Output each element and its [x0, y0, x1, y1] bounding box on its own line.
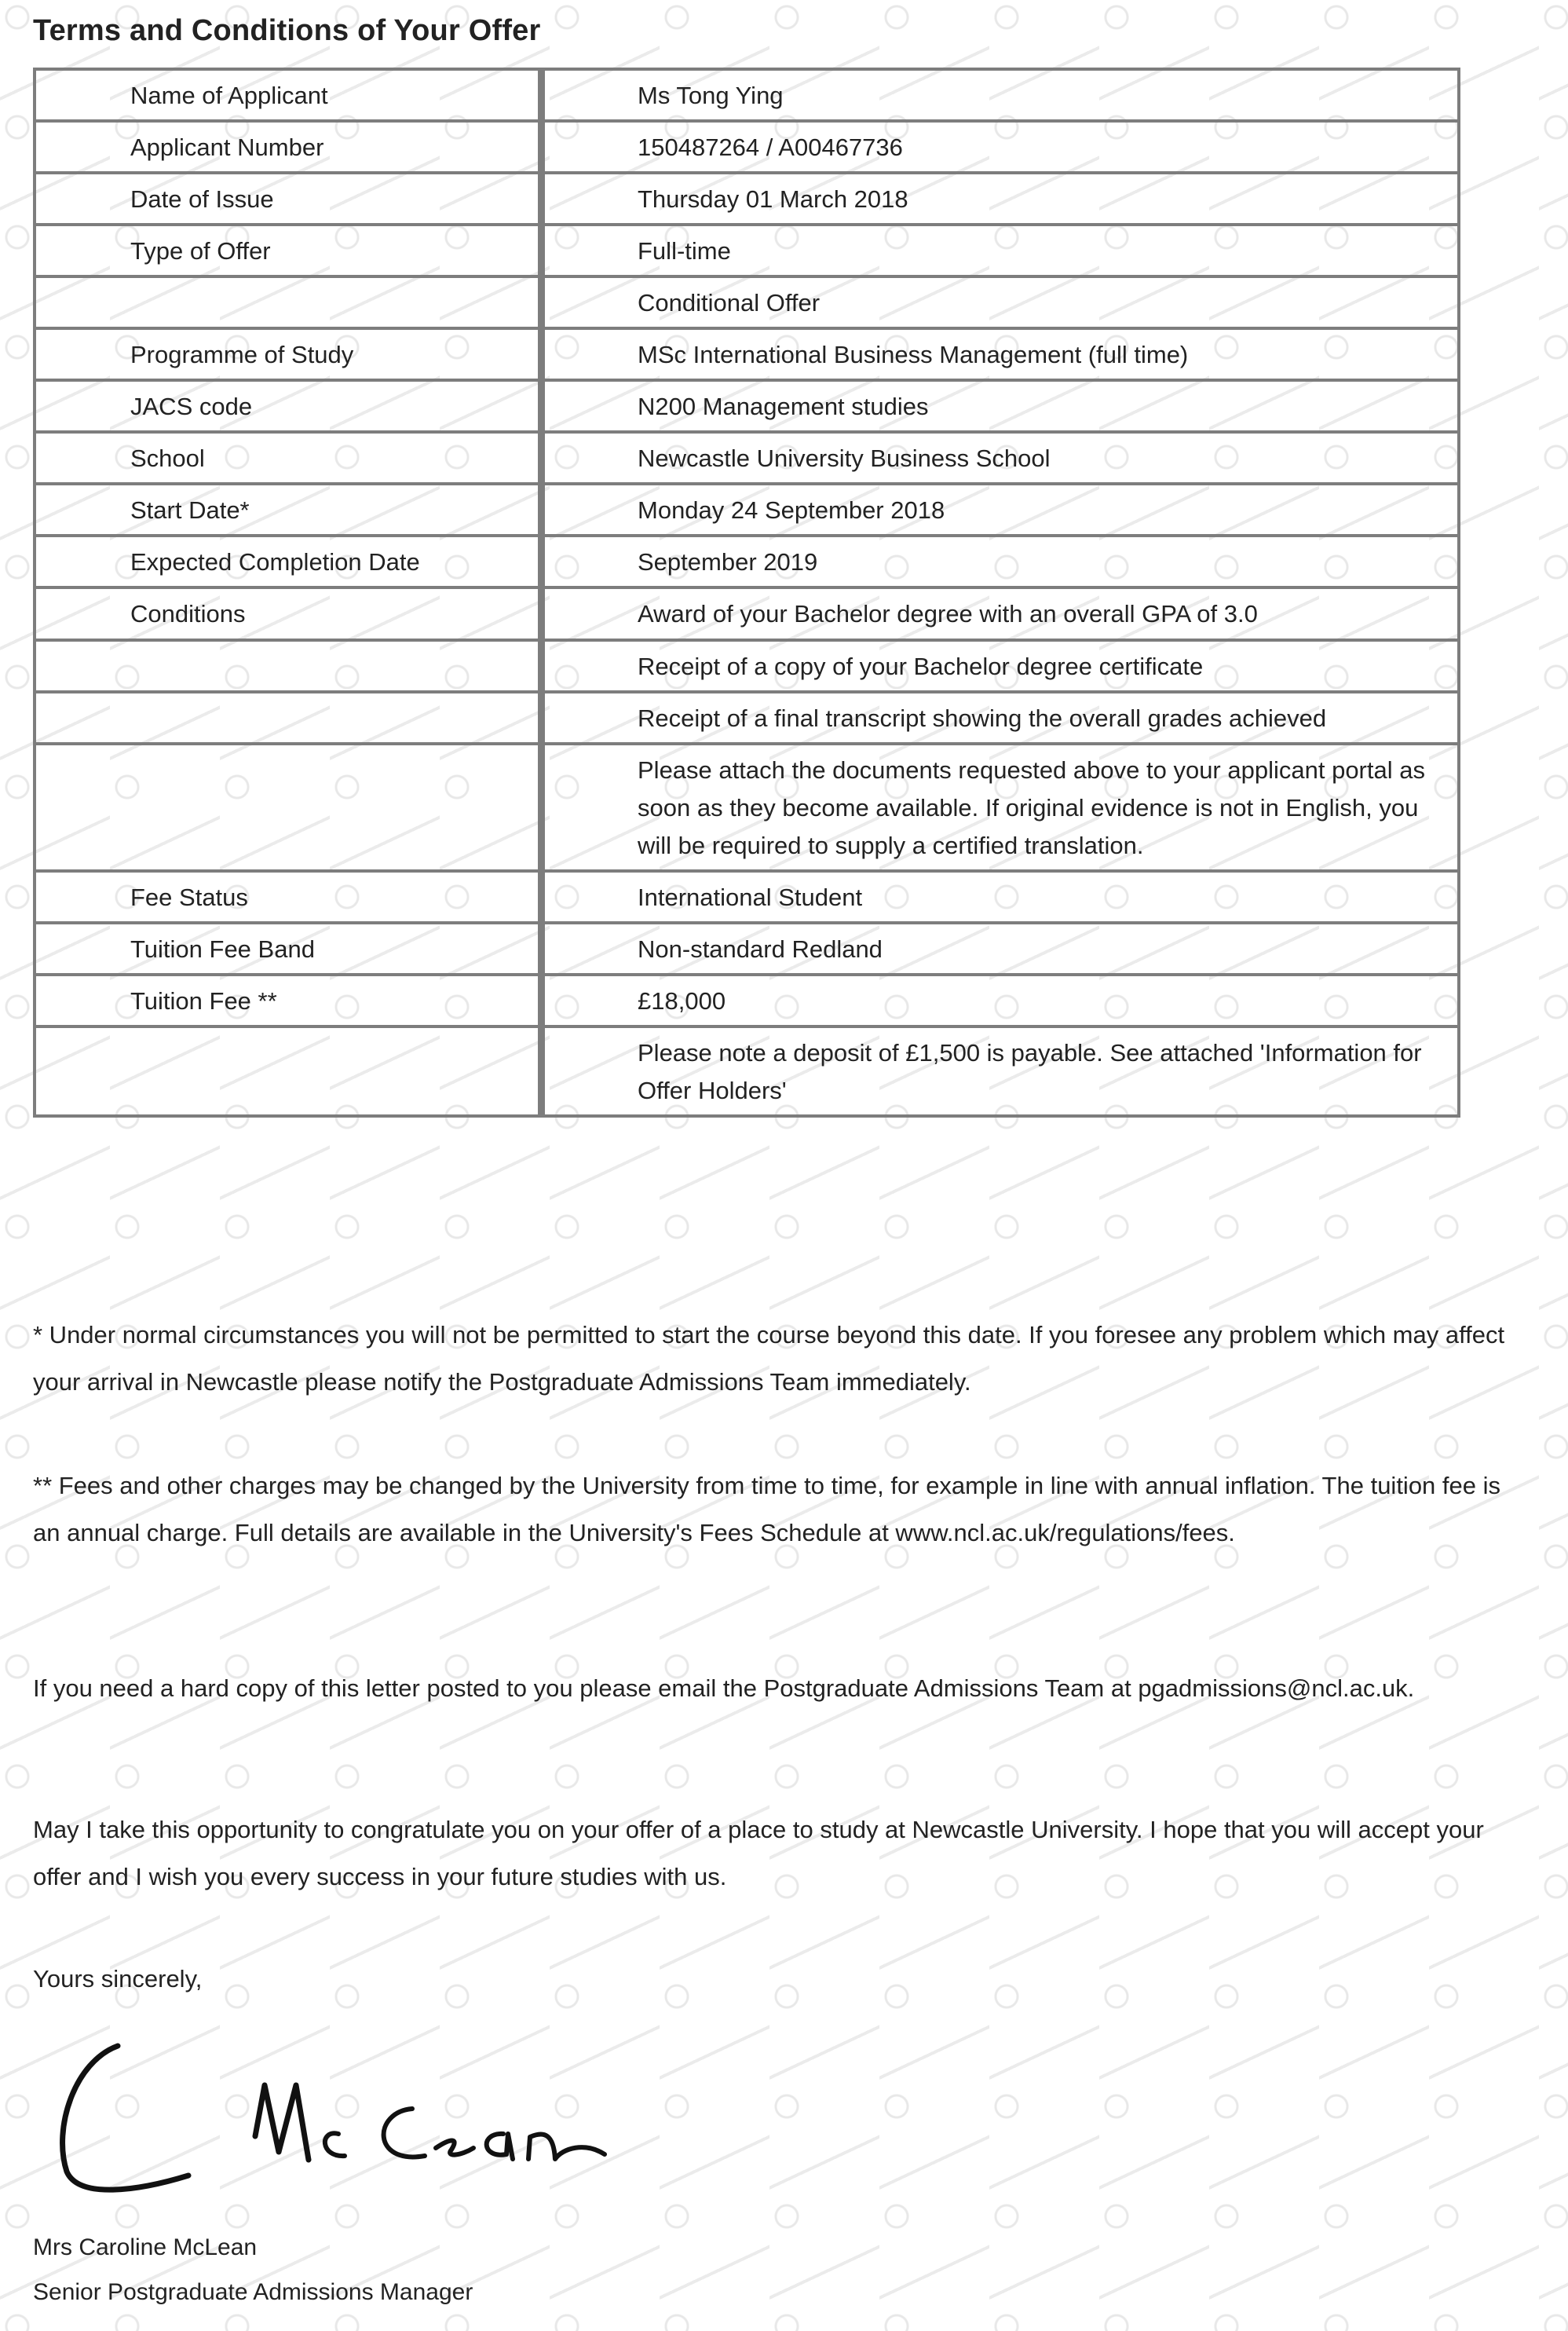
row-label: Conditions [35, 587, 542, 639]
offer-table [33, 68, 1460, 1118]
table-row [35, 173, 1459, 225]
table-row [35, 69, 1459, 121]
page-title: Terms and Conditions of Your Offer [33, 14, 541, 47]
table-row [35, 484, 1459, 536]
table-row [35, 276, 1459, 328]
row-label: Fee Status [35, 871, 542, 923]
row-value: MSc International Business Management (full time) [542, 328, 1460, 380]
row-value: International Student [542, 871, 1460, 923]
row-value: Monday 24 September 2018 [542, 484, 1460, 536]
row-value: Full-time [542, 225, 1460, 276]
signatory-name: Mrs Caroline McLean [33, 2234, 258, 2260]
signatory-role: Senior Postgraduate Admissions Manager [33, 2279, 473, 2305]
row-value: Newcastle University Business School [542, 432, 1460, 484]
row-label: JACS code [35, 380, 542, 432]
footnote-fees: ** Fees and other charges may be changed by the University from time to time, for example in line with annual inflation. The tuition fee is an annual charge. Full details are available in the University's Fees Schedule at www.ncl.ac.uk/regulations/fees. [33, 1472, 1501, 1547]
table-row [35, 328, 1459, 380]
row-label: Name of Applicant [35, 69, 542, 121]
row-label: Date of Issue [35, 173, 542, 225]
table-row [35, 640, 1459, 692]
table-row [35, 225, 1459, 276]
row-value: Conditional Offer [542, 276, 1460, 328]
row-label [35, 744, 542, 871]
row-value: Receipt of a copy of your Bachelor degree certificate [542, 640, 1460, 692]
row-label: Programme of Study [35, 328, 542, 380]
row-label: Type of Offer [35, 225, 542, 276]
table-row [35, 923, 1459, 975]
table-row [35, 587, 1459, 639]
table-row [35, 432, 1459, 484]
row-label: Tuition Fee Band [35, 923, 542, 975]
table-row [35, 975, 1459, 1026]
row-value: 150487264 / A00467736 [542, 121, 1460, 173]
row-label: Tuition Fee ** [35, 975, 542, 1026]
table-row [35, 871, 1459, 923]
row-label [35, 692, 542, 744]
row-value: N200 Management studies [542, 380, 1460, 432]
row-value: £18,000 [542, 975, 1460, 1026]
table-row [35, 1026, 1459, 1116]
row-value: Ms Tong Ying [542, 69, 1460, 121]
row-value: Receipt of a final transcript showing the overall grades achieved [542, 692, 1460, 744]
row-label [35, 640, 542, 692]
row-label: Applicant Number [35, 121, 542, 173]
table-row [35, 380, 1459, 432]
row-value: Thursday 01 March 2018 [542, 173, 1460, 225]
table-row [35, 692, 1459, 744]
hardcopy-note: If you need a hard copy of this letter posted to you please email the Postgraduate Admissions Team at pgadmissions@ncl.ac.uk. [33, 1674, 1415, 1702]
footnote-start-date: * Under normal circumstances you will not be permitted to start the course beyond this date. If you foresee any problem which may affect your arrival in Newcastle please notify the Postgraduate Admissions Team immediately. [33, 1321, 1505, 1396]
row-value: September 2019 [542, 536, 1460, 587]
closing-salutation: Yours sincerely, [33, 1965, 203, 1993]
row-value: Non-standard Redland [542, 923, 1460, 975]
row-label: School [35, 432, 542, 484]
row-label: Start Date* [35, 484, 542, 536]
table-row [35, 744, 1459, 871]
row-label [35, 1026, 542, 1116]
row-label [35, 276, 542, 328]
row-value: Award of your Bachelor degree with an overall GPA of 3.0 [542, 587, 1460, 639]
table-row [35, 121, 1459, 173]
congratulations-paragraph: May I take this opportunity to congratulate you on your offer of a place to study at Newcastle University. I hope that you will accept your offer and I wish you every success in your future studies with us. [33, 1816, 1484, 1891]
row-label: Expected Completion Date [35, 536, 542, 587]
signature-image [43, 2030, 671, 2211]
row-value: Please attach the documents requested above to your applicant portal as soon as they become available. If original evidence is not in English, you will be required to supply a certified translation. [542, 744, 1460, 871]
table-row [35, 536, 1459, 587]
row-value: Please note a deposit of £1,500 is payable. See attached 'Information for Offer Holders' [542, 1026, 1460, 1116]
